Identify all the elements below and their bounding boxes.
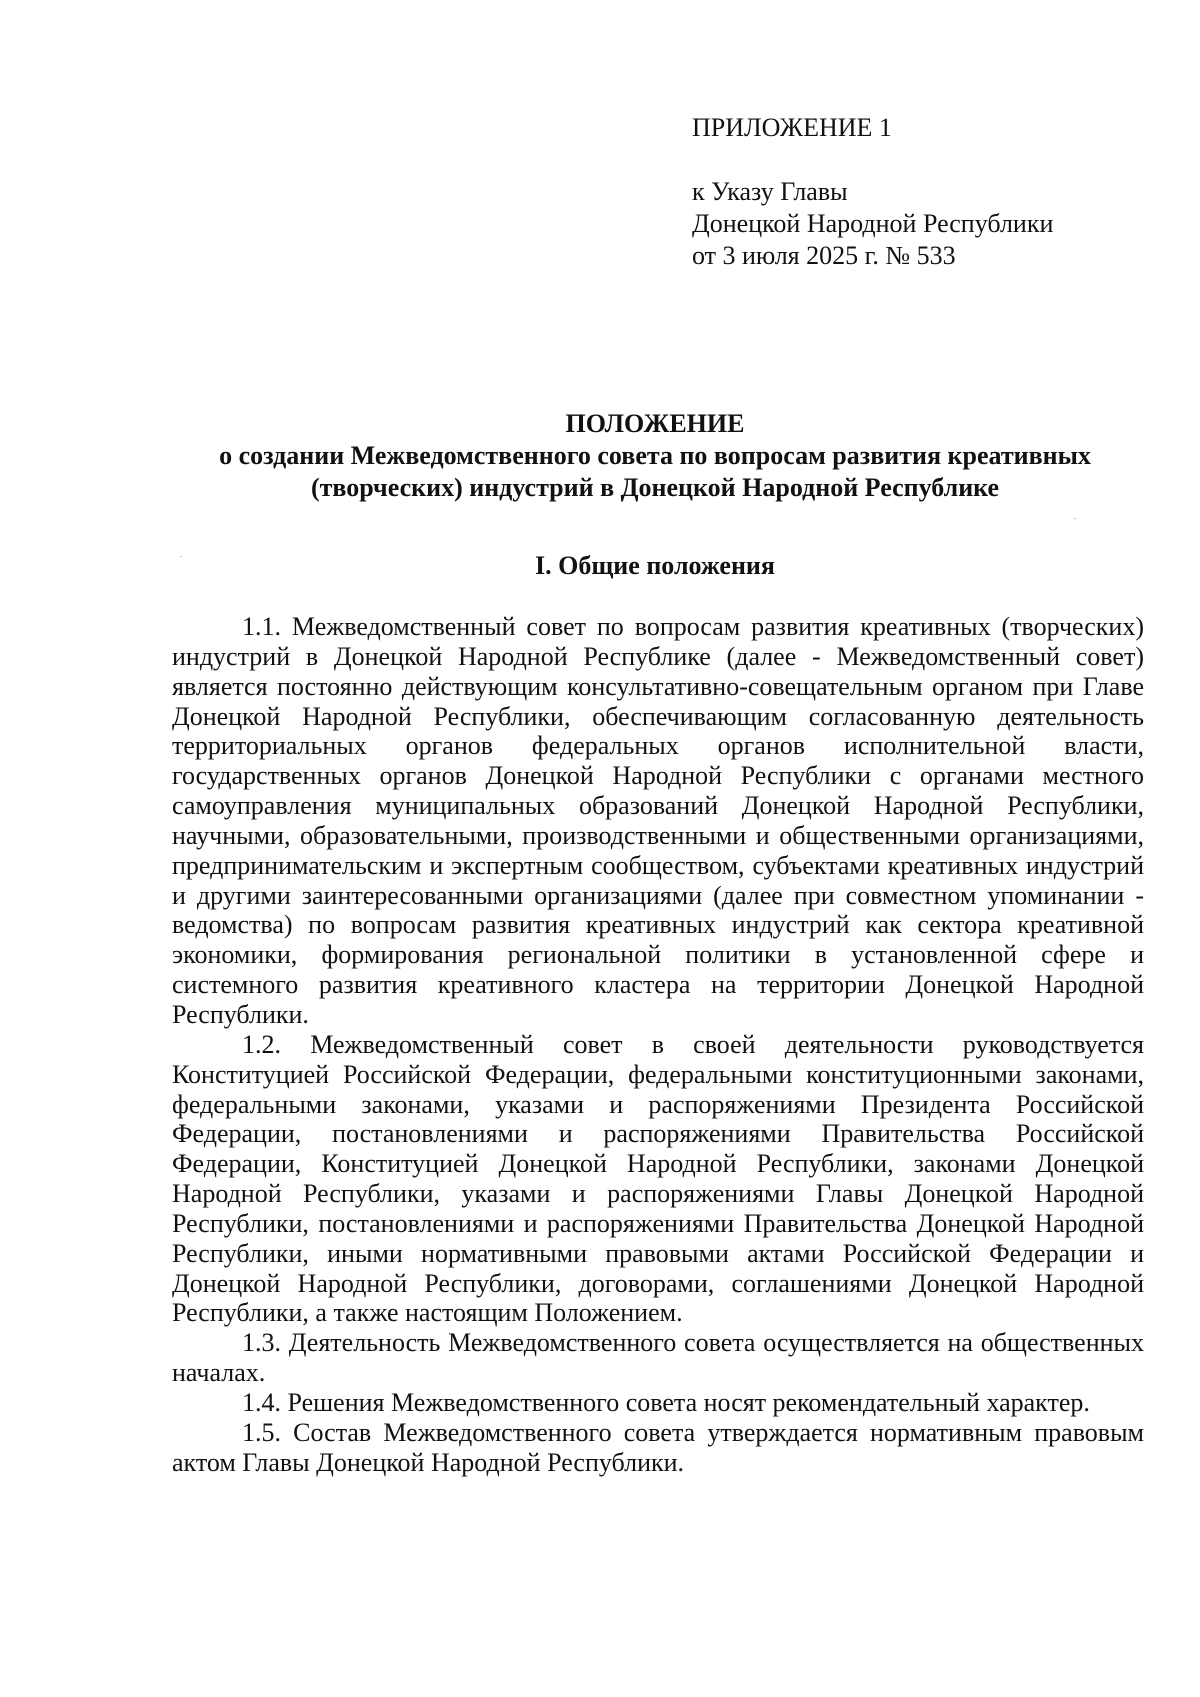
scan-speck — [1074, 518, 1076, 519]
document-subtitle-line: (творческих) индустрий в Донецкой Народной Республике — [310, 473, 1000, 502]
document-title-block — [170, 408, 1140, 504]
appendix-ref-line: к Указу Главы — [692, 177, 848, 206]
paragraph-1-1: 1.1. Межведомственный совет по вопросам развития креативных (творческих) индустрий в Донецкой Народной Республике (далее - Межведомственный совет) является постоянно действующим консультативно-совещательным органом при Главе Донецкой Народной Республики, обеспечивающим согласованную деятельность территориальных органов федеральных органов исполнительной власти, государственных органов Донецкой Народной Республики с органами местного самоуправления муниципальных образований Донецкой Народной Республики, научными, образовательными, производственными и общественными организациями, предпринимательским и экспертным сообществом, субъектами креативных индустрий и другими заинтересованными организациями (далее при совместном упоминании - ведомства) по вопросам развития креативных индустрий как сектора креативной экономики, формирования региональной политики в установленной сфере и системного развития креативного кластера на территории Донецкой Народной Республики. — [172, 612, 1144, 1029]
appendix-ref-line: Донецкой Народной Республики — [692, 209, 1054, 238]
paragraph-1-2: 1.2. Межведомственный совет в своей деятельности руководствуется Конституцией Российской Федерации, федеральными конституционными законами, федеральными законами, указами и распоряжениями Президента Российской Федерации, постановлениями и распоряжениями Правительства Российской Федерации, Конституцией Донецкой Народной Республики, законами Донецкой Народной Республики, указами и распоряжениями Главы Донецкой Народной Республики, постановлениями и распоряжениями Правительства Донецкой Народной Республики, иными нормативными правовыми актами Российской Федерации и Донецкой Народной Республики, договорами, соглашениями Донецкой Народной Республики, а также настоящим Положением. — [172, 1029, 1144, 1328]
appendix-ref-line: от 3 июля 2025 г. № 533 — [692, 241, 956, 270]
paragraph-1-3: 1.3. Деятельность Межведомственного совета осуществляется на общественных началах. — [172, 1328, 1144, 1388]
scan-speck — [180, 556, 182, 557]
appendix-reference — [692, 176, 1112, 272]
section-body — [172, 612, 1144, 1477]
paragraph-1-5: 1.5. Состав Межведомственного совета утверждается нормативным правовым актом Главы Донецкой Народной Республики. — [172, 1417, 1144, 1477]
appendix-title: ПРИЛОЖЕНИЕ 1 — [692, 113, 892, 142]
paragraph-1-4: 1.4. Решения Межведомственного совета носят рекомендательный характер. — [242, 1387, 1090, 1417]
section-heading: I. Общие положения — [535, 551, 775, 580]
document-title: ПОЛОЖЕНИЕ — [565, 409, 745, 438]
document-subtitle-line: о создании Межведомственного совета по вопросам развития креативных — [219, 441, 1091, 470]
